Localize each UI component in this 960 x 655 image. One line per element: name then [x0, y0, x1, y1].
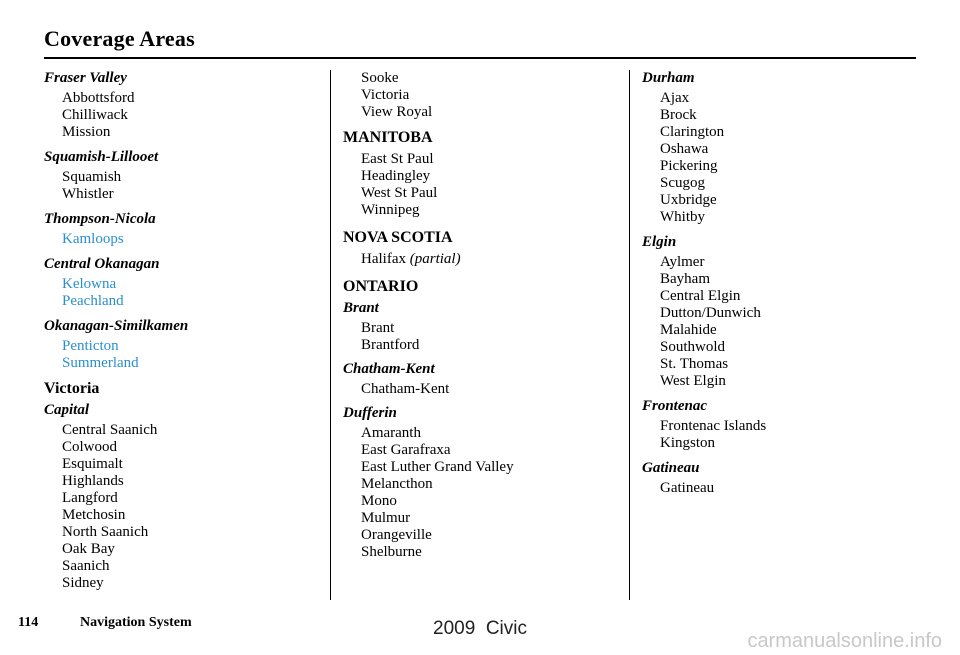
- region-name: Durham: [642, 70, 695, 86]
- city-item: Central Elgin: [660, 288, 741, 304]
- city-item: Metchosin: [62, 507, 126, 523]
- city-item: Pickering: [660, 158, 718, 174]
- city-item: Southwold: [660, 339, 726, 355]
- region-capital-continued: [343, 70, 633, 121]
- province-name: MANITOBA: [343, 129, 433, 146]
- city-list: [642, 418, 932, 452]
- city-item: Abbottsford: [62, 90, 135, 106]
- city-item: Gatineau: [660, 480, 715, 496]
- city-item: Chilliwack: [62, 107, 128, 123]
- site-watermark: carmanualsonline.info: [747, 630, 942, 652]
- city-item: Shelburne: [361, 544, 422, 560]
- city-link[interactable]: Summerland: [62, 355, 139, 371]
- city-list: [343, 381, 633, 398]
- region-capital: [44, 402, 334, 592]
- city-list: [343, 320, 633, 354]
- city-list: [44, 338, 334, 372]
- city-list: [44, 169, 334, 203]
- city-item: Sooke: [361, 70, 399, 86]
- city-item: Frontenac Islands: [660, 418, 767, 434]
- city-link[interactable]: Kamloops: [62, 231, 124, 247]
- region-durham: [642, 70, 932, 226]
- city-list: [642, 90, 932, 226]
- city-item: Mono: [361, 493, 397, 509]
- region-name: Gatineau: [642, 460, 700, 476]
- city-item: Langford: [62, 490, 118, 506]
- column-2: [343, 70, 633, 571]
- city-item: Chatham-Kent: [361, 381, 450, 397]
- city-list: [44, 422, 334, 592]
- city-item: Dutton/Dunwich: [660, 305, 761, 321]
- city-item: Kingston: [660, 435, 716, 451]
- region-gatineau: [642, 460, 932, 497]
- city-item: East Garafraxa: [361, 442, 451, 458]
- city-item: Highlands: [62, 473, 124, 489]
- region-chatham-kent: [343, 361, 633, 398]
- region-name: Fraser Valley: [44, 70, 127, 86]
- city-list: [343, 251, 633, 268]
- city-list: [642, 254, 932, 390]
- region-name: Central Okanagan: [44, 256, 160, 272]
- region-name: Capital: [44, 402, 90, 418]
- region-name: Brant: [343, 300, 379, 316]
- city-item: Uxbridge: [660, 192, 717, 208]
- city-item: North Saanich: [62, 524, 149, 540]
- region-central-okanagan: [44, 256, 334, 310]
- region-name: Dufferin: [343, 405, 397, 421]
- region-name: Okanagan-Similkamen: [44, 318, 189, 334]
- region-fraser-valley: [44, 70, 334, 141]
- city-list: [44, 231, 334, 248]
- province-name: NOVA SCOTIA: [343, 229, 453, 246]
- city-list: [44, 90, 334, 141]
- region-brant: [343, 300, 633, 354]
- column-3: [642, 70, 932, 505]
- city-item: Aylmer: [660, 254, 705, 270]
- page-title: Coverage Areas: [44, 26, 195, 51]
- page-number: 114: [18, 615, 39, 630]
- city-item: Scugog: [660, 175, 705, 191]
- province-name: Victoria: [44, 380, 100, 397]
- city-item: Melancthon: [361, 476, 433, 492]
- city-item: View Royal: [361, 104, 433, 120]
- city-link[interactable]: Kelowna: [62, 276, 117, 292]
- region-name: Frontenac: [642, 398, 708, 414]
- city-item: Victoria: [361, 87, 410, 103]
- region-squamish-lillooet: [44, 149, 334, 203]
- city-item: Central Saanich: [62, 422, 158, 438]
- city-item: Brant: [361, 320, 395, 336]
- city-item: Sidney: [62, 575, 104, 591]
- region-dufferin: [343, 405, 633, 561]
- section-manitoba: [343, 129, 633, 219]
- region-name: Thompson-Nicola: [44, 211, 156, 227]
- region-okanagan-similkamen: [44, 318, 334, 372]
- region-name: Chatham-Kent: [343, 361, 435, 377]
- city-item: Headingley: [361, 168, 431, 184]
- title-divider: [44, 57, 916, 59]
- city-link[interactable]: Penticton: [62, 338, 119, 354]
- section-nova-scotia: [343, 229, 633, 268]
- city-item: East Luther Grand Valley: [361, 459, 514, 475]
- section-ontario: [343, 278, 633, 561]
- city-item: Oak Bay: [62, 541, 115, 557]
- model-watermark: 2009 Civic: [433, 618, 527, 639]
- city-list: [343, 425, 633, 561]
- coverage-note: (partial): [409, 251, 461, 267]
- city-item: Brock: [660, 107, 697, 123]
- city-item: Mission: [62, 124, 111, 140]
- city-item: Bayham: [660, 271, 710, 287]
- city-item: St. Thomas: [660, 356, 729, 372]
- city-item: Whitby: [660, 209, 705, 225]
- city-item: [361, 251, 633, 268]
- city-item: Esquimalt: [62, 456, 123, 472]
- city-item: East St Paul: [361, 151, 434, 167]
- city-item: Amaranth: [361, 425, 421, 441]
- city-link[interactable]: Peachland: [62, 293, 124, 309]
- region-elgin: [642, 234, 932, 390]
- column-1: [44, 70, 334, 602]
- city-item: Mulmur: [361, 510, 411, 526]
- city-item: Oshawa: [660, 141, 709, 157]
- city-item: Squamish: [62, 169, 122, 185]
- city-list: [343, 151, 633, 219]
- city-item: Colwood: [62, 439, 118, 455]
- province-name: ONTARIO: [343, 278, 419, 295]
- section-victoria: [44, 380, 334, 592]
- region-name: Squamish-Lillooet: [44, 149, 159, 165]
- region-thompson-nicola: [44, 211, 334, 248]
- region-name: Elgin: [642, 234, 677, 250]
- city-item: Orangeville: [361, 527, 432, 543]
- city-item: Winnipeg: [361, 202, 420, 218]
- city-item: Clarington: [660, 124, 725, 140]
- city-list: [44, 276, 334, 310]
- city-list: [642, 480, 932, 497]
- footer-section-label: Navigation System: [80, 615, 192, 630]
- city-item: West Elgin: [660, 373, 726, 389]
- city-item: Malahide: [660, 322, 717, 338]
- region-frontenac: [642, 398, 932, 452]
- city-item: West St Paul: [361, 185, 438, 201]
- city-item: Ajax: [660, 90, 690, 106]
- city-item: Saanich: [62, 558, 110, 574]
- city-name: Halifax: [361, 251, 406, 267]
- city-item: Whistler: [62, 186, 114, 202]
- city-item: Brantford: [361, 337, 420, 353]
- city-list: [343, 70, 633, 121]
